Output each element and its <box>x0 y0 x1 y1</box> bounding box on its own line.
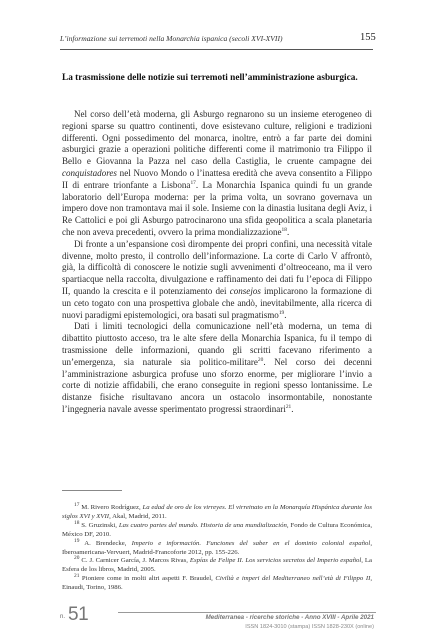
header-rule <box>60 49 373 50</box>
footnote-work-title: Espías de Felipe II. Los servicios secretos del Imperio español <box>189 557 362 565</box>
footnote-text: , Fondo de Cultura Económica, México DF, 2010. <box>62 521 373 538</box>
footnote-20 <box>62 557 372 575</box>
paragraph-2-text-a: Di fronte a un’espansione così dirompente dei propri confini, una necessità vitale divenne, molto presto, il controllo dell’informazione. La corte di Carlo V affrontò, già, la difficoltà di conoscere le notizie sugli avvenimenti d’oltreoceano, ma il vero spartiacque nella raccolta, divulgazione e raffinamento dei dati fu l’epoca di Filippo II, quando la crescita e il potenziamento dei <box>62 238 372 296</box>
paragraph-2-text-c: . <box>284 309 287 320</box>
footnote-work-title: La edad de oro de los virreyes. El virreinato en la Monarquía Hispánica durante los siglos XVI y XVII <box>62 504 372 520</box>
footnote-text: , Akal, Madrid, 2011. <box>109 512 167 520</box>
footnote-19 <box>62 537 372 558</box>
paragraph-1-text-b: nel Nuovo Mondo o l’inattesa eredità che aveva consentito a Filippo II di entrare trionfante a Lisbona <box>62 167 372 190</box>
footnote-ref-18[interactable]: 18 <box>281 226 287 233</box>
footnote-ref-17[interactable]: 17 <box>190 179 196 186</box>
footnote-work-title: Las cuatro partes del mundo. Historia de una mundialización <box>118 521 287 529</box>
paragraph-1 <box>62 109 372 239</box>
footnote-text: C. J. Carnicer García, J. Marcos Rivas, <box>79 557 190 565</box>
footnote-text: , Iberoamericana-Vervuert, Madrid-Francoforte 2012, pp. 155-226. <box>62 539 372 556</box>
paragraph-1-text-c: . La Monarchia Ispanica quindi fu un grande laboratorio dell’Europa moderna: per la prima volta, un sovrano governava un impero dove non tramontava mai il sole. Insieme con la dinastia lusitana degli Aviz, i Re Cattolici e poi gli Asburgo patrocinarono una sfida geopolitica a scala planetaria che non aveva precedenti, ovvero la prima mondializzazione <box>62 179 373 237</box>
footnote-text: M. Rivero Rodríguez, <box>79 504 143 511</box>
italic-term-conquistadores: conquistadores <box>62 167 117 178</box>
footnote-ref-19[interactable]: 19 <box>278 309 285 316</box>
footnote-text: S. Gruzinski, <box>79 521 119 529</box>
body-text <box>62 109 372 416</box>
paragraph-2 <box>62 239 372 322</box>
footnote-text: , La Esfera de los libros, Madrid, 2005. <box>62 557 372 574</box>
footnotes <box>62 501 373 593</box>
footnote-number: 21 <box>74 573 80 579</box>
paragraph-3-text-b: . Nel corso dei decenni l’amministrazione asburgica profuse uno sforzo enorme, per migliorare l’invio a corte di notizie affidabili, che erano conseguite in regioni spesso lontanissime. Le distanze fisiche risultavano ancora un ostacolo insormontabile, nonostante l’ingegneria navale avesse sperimentato progressi straordinari <box>62 356 372 414</box>
paragraph-1-text-a: Nel corso dell’età moderna, gli Asburgo regnarono su un insieme eterogeneo di regioni sparse su quattro continenti, dove esistevano culture, religioni e tradizioni differenti. Ogni possedimento del monarca, inoltre, entrò a far parte dei domini asburgici grazie a operazioni politiche differenti come il matrimonio tra Filippo il Bello e Giovanna la Pazza nel caso della Castiglia, le cruente campagne dei <box>62 109 372 167</box>
footnote-number: 19 <box>74 537 80 544</box>
paragraph-1-text-d: . <box>286 226 290 237</box>
footer-rule <box>118 612 376 613</box>
footnote-text: A. Brendecke, <box>79 539 132 547</box>
paragraph-2-text-b: implicarono la formazione di un ceto togato con una prospettiva globale che andò, inevitabilmente, alla ricerca di nuovi paradigmi epistemologici, ora basati sul pragmatismo <box>62 285 372 320</box>
page-number: 155 <box>360 32 376 43</box>
issn-line: ISSN 1824-3010 (stampa) ISSN 1828-230X (online) <box>245 624 374 630</box>
footnote-17 <box>62 501 372 522</box>
issue-prefix: n. <box>60 614 66 620</box>
italic-term-consejos: consejos <box>229 285 261 296</box>
footnote-ref-21[interactable]: 21 <box>285 403 292 410</box>
footnote-number: 18 <box>74 519 80 526</box>
footnote-work-title: Civiltà e imperi del Mediterraneo nell’età di Filippo II <box>215 575 371 583</box>
running-head-title: L’informazione sui terremoti nella Monarchia ispanica (secoli XVI-XVII) <box>60 34 283 43</box>
footnote-text: , Einaudi, Torino, 1986. <box>62 575 372 592</box>
footnote-text: Pioniere come in molti altri aspetti F. Braudel, <box>79 575 216 583</box>
issue-number: 51 <box>68 604 89 625</box>
footnote-21 <box>62 575 372 593</box>
paragraph-3 <box>62 321 372 415</box>
footnote-number: 20 <box>74 555 80 562</box>
paragraph-3-text-c: . <box>291 403 294 414</box>
footnote-number: 17 <box>74 501 80 508</box>
footnote-separator <box>62 490 122 491</box>
journal-citation: Mediterranea - ricerche storiche - Anno XVIII - Aprile 2021 <box>205 614 374 621</box>
paragraph-3-text-a: Dati i limiti tecnologici della comunicazione nell’età moderna, un tema di dibattito piuttosto acceso, tra le alte sfere della Monarchia Ispanica, fu il tempo di trasmissione delle informazioni, quando gli scritti facevano riferimento a un’emergenza, sia naturale sia politico-militare <box>62 321 372 367</box>
section-title: La trasmissione delle notizie sui terremoti nell’amministrazione asburgica. <box>62 73 358 83</box>
footnote-ref-20[interactable]: 20 <box>257 356 264 363</box>
footnote-work-title: Imperio e información. Funciones del saber en el dominio colonial español <box>131 539 371 547</box>
footnote-18 <box>62 519 373 540</box>
